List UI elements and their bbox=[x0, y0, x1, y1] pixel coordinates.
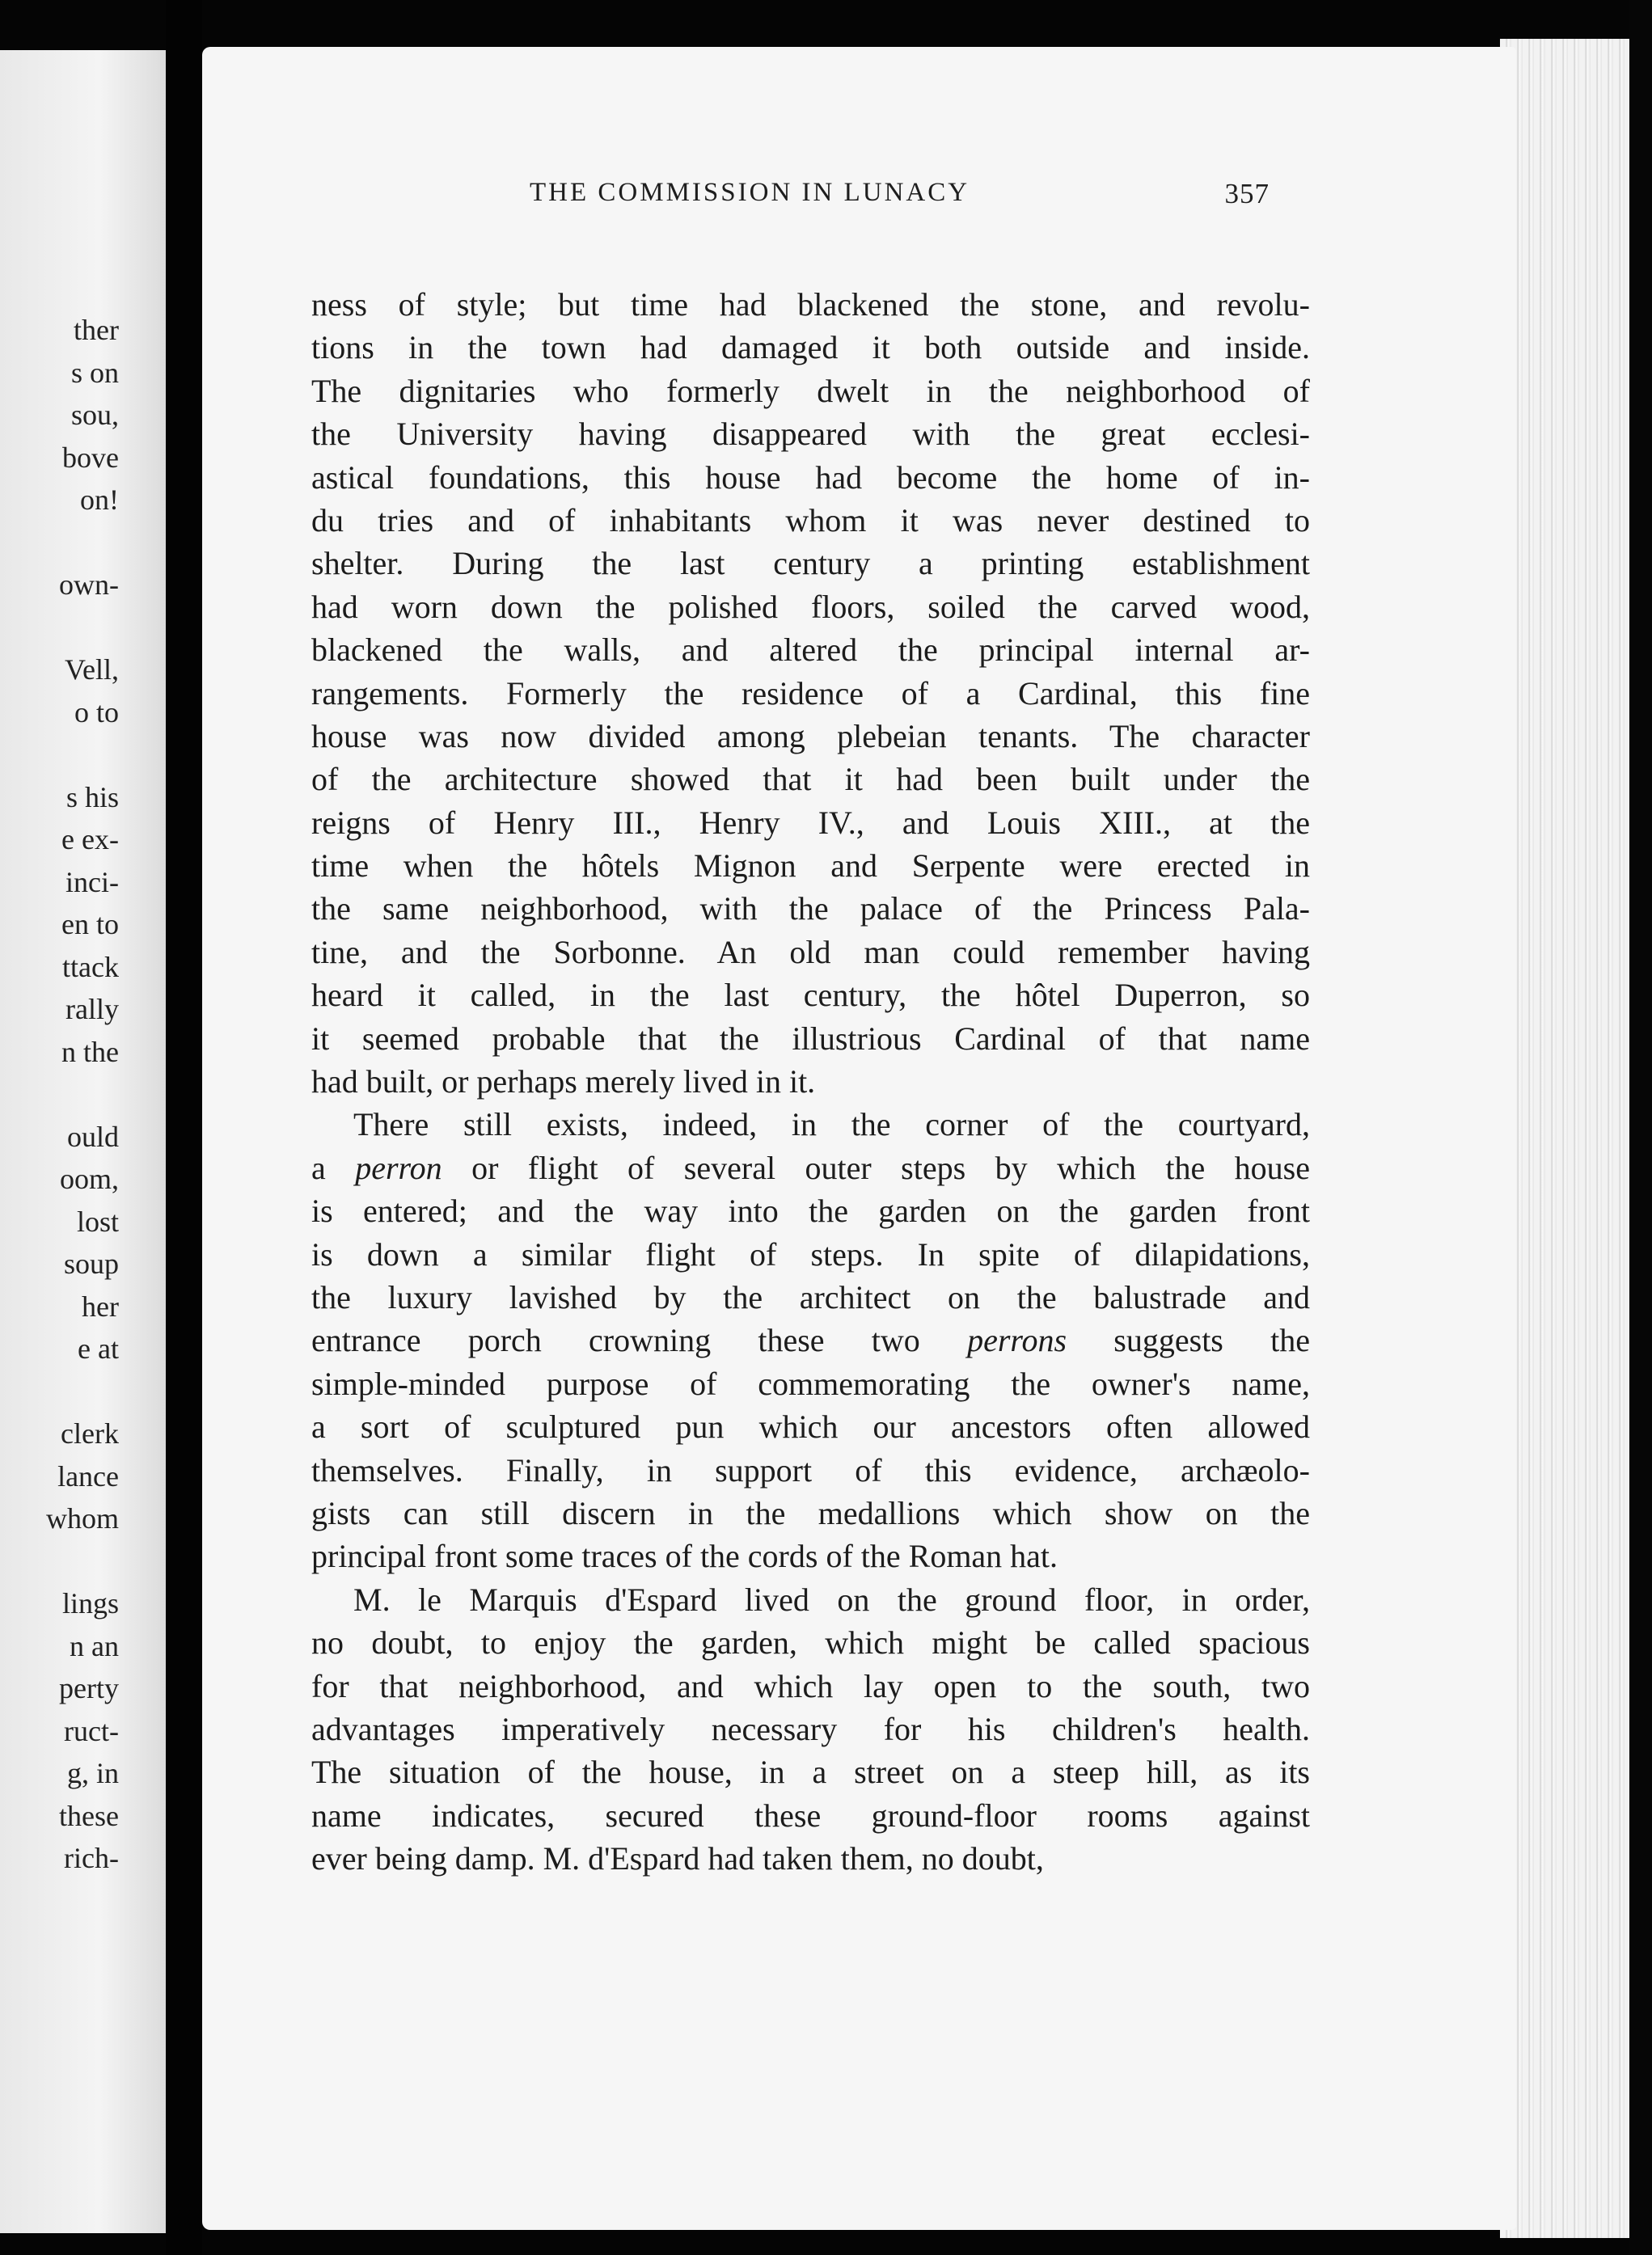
fragment-line: ttack bbox=[62, 950, 119, 983]
text-line: the University having disappeared with the great ecclesi- bbox=[311, 416, 1310, 453]
paragraph bbox=[311, 1578, 1310, 1881]
fragment-gap bbox=[0, 606, 119, 649]
fragment-line: clerk bbox=[61, 1417, 119, 1450]
text-line: tions in the town had damaged it both outside and inside. bbox=[311, 329, 1310, 366]
running-head bbox=[315, 178, 1270, 226]
fragment-line: o to bbox=[74, 695, 119, 728]
previous-page-text bbox=[0, 309, 119, 1880]
fragment-line: rally bbox=[65, 993, 119, 1025]
fragment-line: whom bbox=[46, 1502, 119, 1535]
text-line: reigns of Henry III., Henry IV., and Louis XIII., at the bbox=[311, 804, 1310, 841]
fragment-line: g, in bbox=[66, 1757, 119, 1789]
fragment-line: inci- bbox=[65, 865, 119, 898]
fragment-gap bbox=[0, 1073, 119, 1116]
text-line: no doubt, to enjoy the garden, which might be called spacious bbox=[311, 1624, 1310, 1662]
text-line: a sort of sculptured pun which our ancestors often allowed bbox=[311, 1408, 1310, 1446]
text-line: the luxury lavished by the architect on the balustrade and bbox=[311, 1278, 1310, 1315]
text-line: ness of style; but time had blackened the stone, and revolu- bbox=[311, 286, 1310, 323]
text-line: it seemed probable that the illustrious Cardinal of that name bbox=[311, 1020, 1310, 1057]
fragment-line: lost bbox=[76, 1205, 119, 1238]
text-line: themselves. Finally, in support of this evidence, archæolo- bbox=[311, 1451, 1310, 1489]
fragment-gap bbox=[0, 1540, 119, 1583]
body-text bbox=[311, 283, 1310, 1880]
text-line: shelter. During the last century a printing establishment bbox=[311, 545, 1310, 582]
fragment-line: oom, bbox=[59, 1163, 119, 1195]
fragment-line: en to bbox=[61, 908, 119, 940]
fragment-line: n an bbox=[70, 1629, 119, 1662]
text-line: heard it called, in the last century, the hôtel Duperron, so bbox=[311, 977, 1310, 1014]
fragment-line: soup bbox=[63, 1248, 119, 1280]
fragment-line: ould bbox=[66, 1120, 119, 1153]
page-number: 357 bbox=[1224, 178, 1270, 209]
previous-page-fragment bbox=[0, 50, 166, 2233]
text-line: name indicates, secured these ground-floor rooms against bbox=[311, 1797, 1310, 1834]
text-line: principal front some traces of the cords of the Roman hat. bbox=[311, 1538, 1058, 1575]
fragment-line: lance bbox=[57, 1459, 119, 1493]
text-line: The dignitaries who formerly dwelt in the neighborhood of bbox=[311, 372, 1310, 409]
text-line: house was now divided among plebeian tenants. The character bbox=[311, 717, 1310, 754]
text-line: advantages imperatively necessary for his children's health. bbox=[311, 1710, 1310, 1747]
fragment-line: perty bbox=[59, 1672, 119, 1704]
fragment-line: rich- bbox=[64, 1842, 119, 1874]
book-gutter bbox=[166, 0, 202, 2255]
text-line: the same neighborhood, with the palace of the Princess Pala- bbox=[311, 890, 1310, 927]
fragment-line: on! bbox=[80, 484, 119, 516]
text-line: rangements. Formerly the residence of a Cardinal, this fine bbox=[311, 674, 1310, 712]
paragraph bbox=[311, 1103, 1310, 1577]
text-line: gists can still discern in the medallions which show on the bbox=[311, 1494, 1310, 1531]
text-line: had worn down the polished floors, soiled the carved wood, bbox=[311, 588, 1310, 625]
fragment-line: ruct- bbox=[64, 1714, 119, 1747]
italic-term: perrons bbox=[967, 1322, 1067, 1359]
text-line: had built, or perhaps merely lived in it. bbox=[311, 1063, 816, 1100]
text-line: simple-minded purpose of commemorating the owner's name, bbox=[311, 1365, 1310, 1402]
text-line: M. le Marquis d'Espard lived on the ground floor, in order, bbox=[353, 1581, 1310, 1618]
fragment-line: these bbox=[59, 1799, 119, 1832]
text-line: of the architecture showed that it had been built under the bbox=[311, 761, 1310, 798]
page-edges bbox=[1500, 39, 1646, 2238]
fragment-line: s on bbox=[70, 356, 119, 389]
text-line: a perron or flight of several outer steps by which the house bbox=[311, 1149, 1310, 1186]
fragment-line: sou, bbox=[70, 399, 119, 431]
fragment-line: ther bbox=[74, 314, 119, 346]
right-shadow bbox=[1629, 0, 1652, 2255]
fragment-line: e ex- bbox=[61, 823, 119, 855]
fragment-line: e at bbox=[78, 1332, 119, 1365]
fragment-line: own- bbox=[59, 568, 119, 601]
fragment-line: n the bbox=[61, 1035, 119, 1068]
text-line: There still exists, indeed, in the corner of the courtyard, bbox=[353, 1106, 1310, 1143]
text-line: astical foundations, this house had become the home of in- bbox=[311, 458, 1310, 496]
text-line: time when the hôtels Mignon and Serpente were erected in bbox=[311, 847, 1310, 885]
running-title: THE COMMISSION IN LUNACY bbox=[530, 178, 970, 207]
text-line: blackened the walls, and altered the principal internal ar- bbox=[311, 631, 1310, 669]
fragment-gap bbox=[0, 733, 119, 776]
italic-term: perron bbox=[355, 1149, 442, 1186]
fragment-line: s his bbox=[65, 780, 119, 813]
text-line: du tries and of inhabitants whom it was never destined to bbox=[311, 501, 1310, 538]
text-line: The situation of the house, in a street on a steep hill, as its bbox=[311, 1754, 1310, 1791]
text-line: ever being damp. M. d'Espard had taken them, no doubt, bbox=[311, 1840, 1044, 1877]
fragment-line: her bbox=[82, 1290, 119, 1323]
text-line: for that neighborhood, and which lay open to the south, two bbox=[311, 1667, 1310, 1704]
text-line: tine, and the Sorbonne. An old man could remember having bbox=[311, 933, 1310, 970]
fragment-line: Vell, bbox=[65, 653, 119, 686]
fragment-gap bbox=[0, 1370, 119, 1413]
text-line: is down a similar flight of steps. In spite of dilapidations, bbox=[311, 1235, 1310, 1273]
text-line: is entered; and the way into the garden on the garden front bbox=[311, 1193, 1310, 1230]
fragment-line: lings bbox=[61, 1587, 119, 1619]
fragment-gap bbox=[0, 522, 119, 564]
fragment-line: bove bbox=[62, 441, 119, 474]
paragraph bbox=[311, 283, 1310, 1103]
text-line: entrance porch crowning these two perrons suggests the bbox=[311, 1322, 1310, 1359]
